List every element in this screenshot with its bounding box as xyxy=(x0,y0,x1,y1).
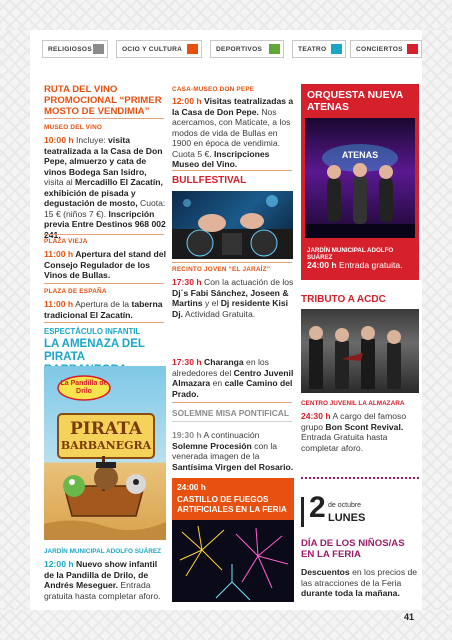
event-description: 24:00 h Entrada gratuita. xyxy=(307,260,403,270)
event-place: JARDÍN MUNICIPAL ADOLFO SUÁREZ xyxy=(44,548,162,555)
event-place: MUSEO DEL VINO xyxy=(44,124,103,131)
event-description: 17:30 h Charanga en los alrededores del Centro Juvenil Almazara en calle Camino del Prado. xyxy=(172,357,294,399)
decorative-border-top xyxy=(0,0,452,30)
band-illustration xyxy=(301,309,419,393)
event-description: 12:00 h Nuevo show infantil de la Pandilla de Drilo, de Andrés Meseguer. Entrada gratuita hasta completar aforo. xyxy=(44,559,161,601)
date-day-number: 2 xyxy=(309,491,326,524)
event-title-bullfestival: BULLFESTIVAL xyxy=(172,175,247,186)
event-title-ruta-vino: RUTA DEL VINO PROMOCIONAL “PRIMER MOSTO DE VENDIMIA” xyxy=(44,84,162,117)
event-time: 24:00 h xyxy=(307,260,337,270)
legend-label: TEATRO xyxy=(298,45,327,53)
event-description: 12:00 h Visitas teatralizadas a la Casa de Don Pepe. Nos acercamos, con Maticate, a los modos de vida de Bullas en 1900 en época de vendimia. Cuota 5 €. Inscripciones Museo del Vino. xyxy=(172,96,294,169)
divider xyxy=(44,283,164,284)
event-description: 10:00 h Incluye: visita teatralizada a la Casa de Don Pepe, almuerzo y cata de vinos Bodega San Isidro, visita al Mercadillo El Zacatín, exhibición de pisada y degustación de mosto, Cuota: 15 € (niños 7 €). Inscripción previa Entre Destinos 968 002 xyxy=(44,135,166,229)
event-description: Descuentos en los precios de las atracciones de la Feria durante toda la mañana. xyxy=(301,567,418,598)
event-time: 17:30 h xyxy=(172,357,202,367)
decorative-border-bottom xyxy=(0,610,452,640)
legend-swatch xyxy=(187,44,198,54)
poster-title: ORQUESTA NUEVA ATENAS xyxy=(307,90,403,113)
event-title-acdc: TRIBUTO A ACDC xyxy=(301,294,386,305)
poster-orquesta-nueva-atenas xyxy=(301,84,419,280)
poster-brand: La Pandilla de Drilo xyxy=(60,380,108,395)
event-time: 11:00 h xyxy=(44,299,74,309)
divider xyxy=(44,234,164,235)
photo-illustration xyxy=(172,191,293,259)
fireworks-box xyxy=(172,478,294,520)
legend-ocio-cultura xyxy=(116,40,202,58)
legend-swatch xyxy=(407,44,418,54)
event-place: JARDÍN MUNICIPAL ADOLFO SUÁREZ xyxy=(307,247,394,261)
photo-fireworks xyxy=(172,520,294,602)
event-time: 12:00 h xyxy=(172,96,202,106)
decorative-border-left xyxy=(0,30,30,610)
event-description: 11:00 h Apertura de la taberna tradicional El Zacatín. xyxy=(44,299,163,320)
legend-swatch xyxy=(331,44,342,54)
divider xyxy=(172,402,292,403)
date-weekday: LUNES xyxy=(328,512,366,524)
poster-title-line1: PIRATA xyxy=(69,419,143,439)
photo-dj-mixer xyxy=(172,191,293,259)
page-number: 41 xyxy=(404,612,415,622)
event-time: 12:00 h xyxy=(44,559,74,569)
dotted-divider xyxy=(301,477,419,479)
event-title-misa: SOLEMNE MISA PONTIFICAL xyxy=(172,408,289,418)
event-place: PLAZA DE ESPAÑA xyxy=(44,288,107,295)
event-title-pirata: LA AMENAZA DEL PIRATA xyxy=(44,338,145,363)
poster-pirata-barbanegra xyxy=(44,366,166,540)
event-time: 24:30 h xyxy=(301,411,331,421)
event-title-dia-ninos: DÍA DE LOS NIÑOS/AS EN LA FERIA xyxy=(301,538,405,560)
category-legend xyxy=(42,40,422,58)
event-time: 19:30 h xyxy=(172,430,202,440)
stage-illustration xyxy=(305,118,415,238)
poster-title-line2: BARBANEGRA xyxy=(60,439,152,452)
event-time: 24:00 h xyxy=(177,482,206,492)
legend-swatch xyxy=(269,44,280,54)
photo-band-acdc xyxy=(301,309,419,393)
event-place: RECINTO JOVEN “EL JARAÍZ” xyxy=(172,266,271,273)
date-month: de octubre xyxy=(328,502,362,509)
event-time: 10:00 h xyxy=(44,135,74,145)
divider xyxy=(172,262,292,263)
decorative-border-right xyxy=(422,30,452,610)
fireworks-illustration xyxy=(172,520,294,602)
event-description: 19:30 h A continuación Solemne Procesión con la venerada imagen de la Santísima Virgen del Rosario. xyxy=(172,430,294,472)
legend-conciertos xyxy=(350,40,422,58)
event-time: 17:30 h xyxy=(172,277,202,287)
legend-teatro xyxy=(292,40,346,58)
event-subtitle: ESPECTÁCULO INFANTIL xyxy=(44,327,141,336)
legend-label: CONCIERTOS xyxy=(356,45,403,53)
legend-swatch xyxy=(93,44,104,54)
poster-logo: ATENAS xyxy=(341,150,379,160)
divider xyxy=(172,170,292,171)
event-place: CENTRO JUVENIL LA ALMAZARA xyxy=(301,400,405,407)
event-place: PLAZA VIEJA xyxy=(44,238,88,245)
date-bar xyxy=(301,497,304,527)
event-title-fuegos: CASTILLO DE FUEGOS ARTIFICIALES EN LA FERIA xyxy=(177,495,287,514)
event-description: 11:00 h Apertura del stand del Consejo Regulador de los Vinos de Bullas. xyxy=(44,249,166,280)
divider xyxy=(44,118,164,119)
event-place: CASA-MUSEO DON PEPE xyxy=(172,86,255,93)
legend-label: OCIO Y CULTURA xyxy=(122,45,183,53)
legend-label: DEPORTIVOS xyxy=(216,45,263,53)
poster-photo-stage xyxy=(305,118,415,238)
divider xyxy=(44,322,164,323)
legend-label: RELIGIOSOS xyxy=(48,45,93,53)
legend-deportivos xyxy=(210,40,284,58)
event-time: 11:00 h xyxy=(44,249,74,259)
event-description: 17:30 h Con la actuación de los Dj´s Fabi Sánchez, Joseen & Martins y el Dj residente Kisi Dj. Actividad Gratuita. xyxy=(172,277,294,319)
legend-religiosos xyxy=(42,40,108,58)
divider xyxy=(172,421,292,422)
event-description: 24:30 h A cargo del famoso grupo Bon Scont Revival. Entrada Gratuita hasta completar aforo. xyxy=(301,411,407,453)
